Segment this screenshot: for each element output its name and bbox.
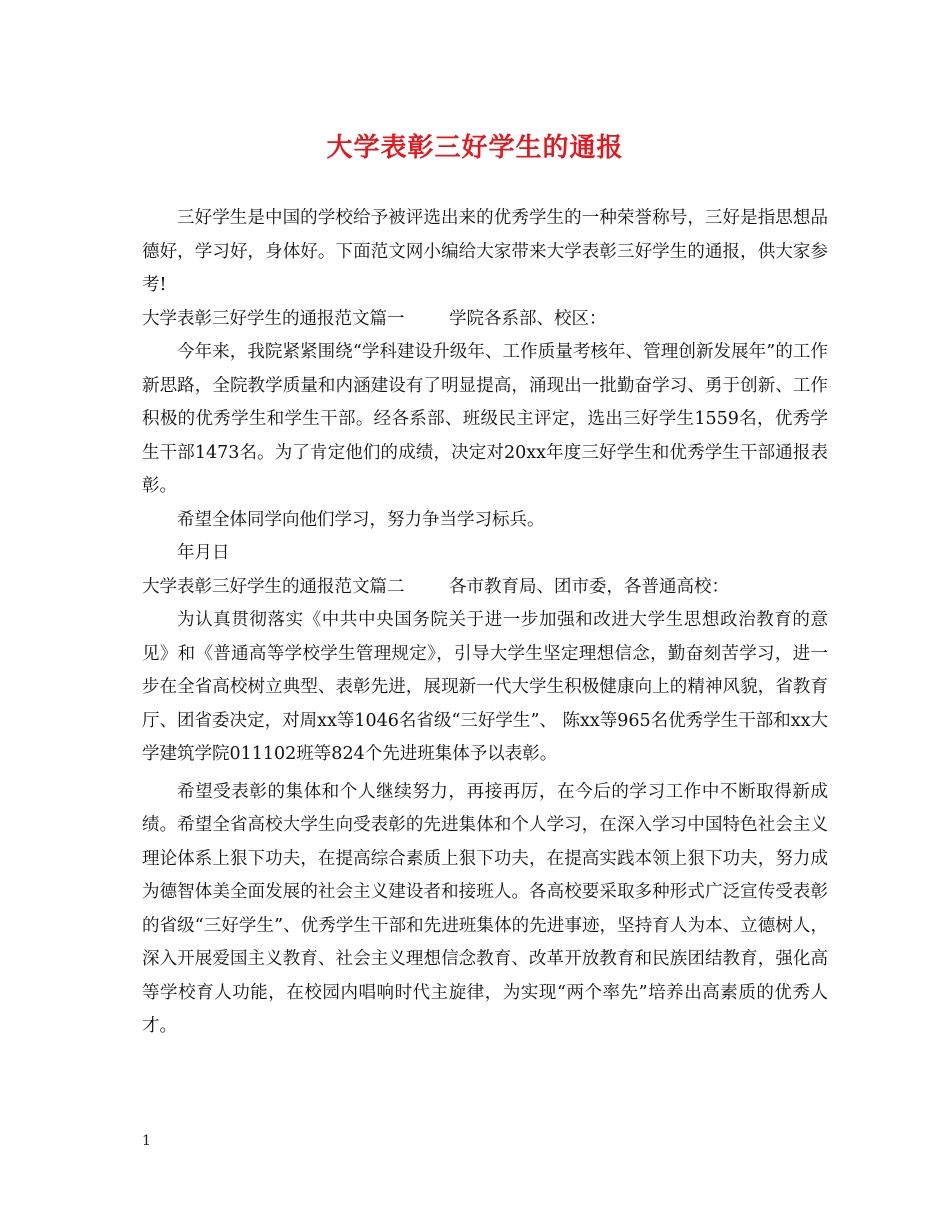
section-2-paragraph-2: 希望受表彰的集体和个人继续努力，再接再厉，在今后的学习工作中不断取得新成绩。希望全省高校大学生向受表彰的先进集体和个人学习，在深入学习中国特色社会主义理论体系上狠下功夫，在提高综合素质上狠下功夫，在提高实践本领上狠下功夫，努力成为德智体美全面发展的社会主义建设者和接班人。各高校要采取多种形式广泛宣传受表彰的省级“三好学生”、优秀学生干部和先进班集体的先进事迹，坚持育人为本、立德树人，深入开展爱国主义教育、社会主义理想信念教育、改革开放教育和民族团结教育，强化高等学校育人功能，在校园内唱响时代主旋律，为实现“两个率先”培养出高素质的优秀人才。 bbox=[142, 781, 828, 1036]
section-1-paragraph-2: 希望全体同学向他们学习，努力争当学习标兵。 bbox=[177, 509, 545, 530]
section-1-heading-line bbox=[142, 303, 828, 337]
section-2-heading-line bbox=[142, 571, 828, 605]
section-2-paragraph-1: 为认真贯彻落实《中共中央国务院关于进一步加强和改进大学生思想政治教育的意见》和《普通高等学校学生管理规定》，引导大学生坚定理想信念，勤奋刻苦学习，进一步在全省高校树立典型、表彰先进，展现新一代大学生积极健康向上的精神风貌，省教育厅、团省委决定，对周xx等1046名省级“三好学生”、 陈xx等965名优秀学生干部和xx大学建筑学院011102班等824个先进班集体予以表彰。 bbox=[142, 610, 828, 764]
section-1-date: 年月日 bbox=[177, 543, 230, 563]
section-1-addressee: 学院各系部、校区： bbox=[449, 308, 607, 329]
document-title: 大学表彰三好学生的通报 bbox=[326, 133, 624, 163]
section-2-addressee: 各市教育局、团市委，各普通高校： bbox=[449, 576, 730, 597]
section-1-heading: 大学表彰三好学生的通报范文篇一 bbox=[142, 308, 405, 329]
section-2-heading: 大学表彰三好学生的通报范文篇二 bbox=[142, 576, 405, 597]
intro-paragraph: 三好学生是中国的学校给予被评选出来的优秀学生的一种荣誉称号，三好是指思想品德好，学习好，身体好。下面范文网小编给大家带来大学表彰三好学生的通报，供大家参考! bbox=[142, 208, 828, 295]
section-1-paragraph-1: 今年来，我院紧紧围绕“学科建设升级年、工作质量考核年、管理创新发展年”的工作新思路，全院教学质量和内涵建设有了明显提高，涌现出一批勤奋学习、勇于创新、工作积极的优秀学生和学生干部。经各系部、班级民主评定，选出三好学生1559名，优秀学生干部1473名。为了肯定他们的成绩，决定对20xx年度三好学生和优秀学生干部通报表彰。 bbox=[142, 342, 828, 496]
page-number: 1 bbox=[142, 1133, 151, 1149]
document-body bbox=[142, 202, 828, 1044]
